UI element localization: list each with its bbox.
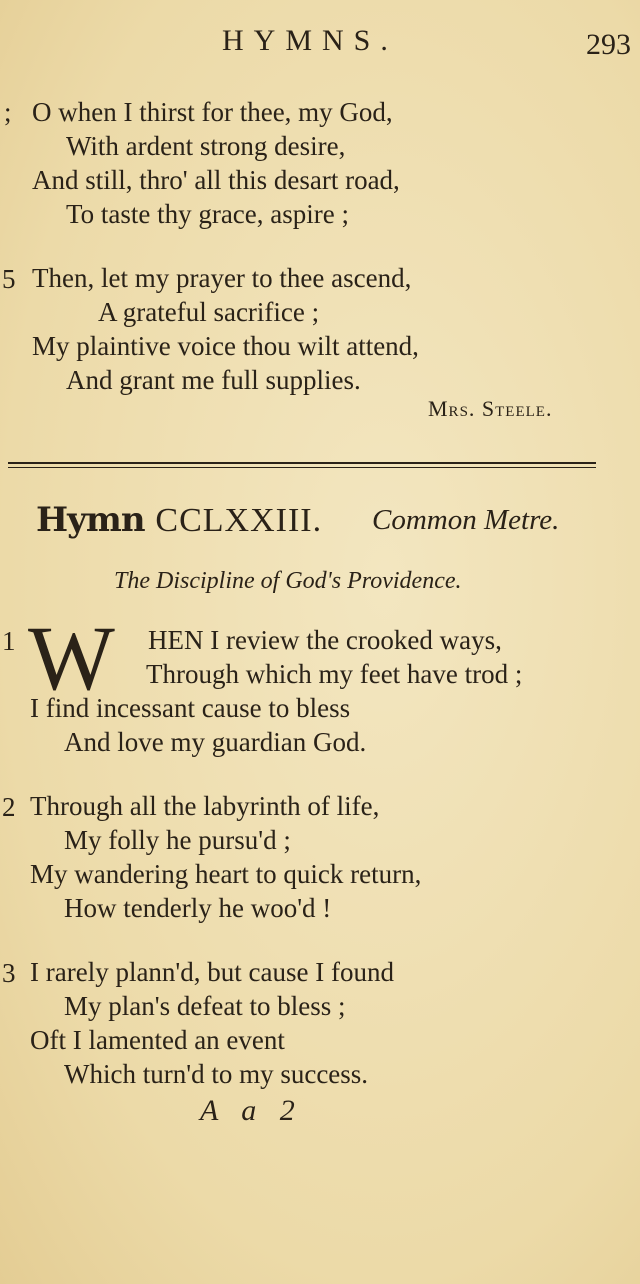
- verse-line: Which turn'd to my success.: [64, 1059, 369, 1089]
- running-header: HYMNS.: [222, 24, 398, 57]
- section-rule-thin: [8, 467, 596, 468]
- verse-line: Through all the labyrinth of life,: [30, 791, 380, 821]
- verse-line: And love my guardian God.: [64, 727, 367, 757]
- verse-line: My folly he pursu'd ;: [64, 825, 291, 855]
- hymn-word: Hymn: [36, 500, 145, 540]
- signature-mark: A a 2: [200, 1094, 303, 1127]
- verse-line: Oft I lamented an event: [30, 1025, 285, 1055]
- section-rule: [8, 462, 596, 464]
- verse-line: I find incessant cause to bless: [30, 693, 351, 723]
- verse-line: I rarely plann'd, but cause I found: [30, 957, 394, 987]
- author-attribution: Mrs. Steele.: [428, 396, 553, 421]
- verse-line: And still, thro' all this desart road,: [32, 165, 400, 195]
- page-number: 293: [586, 28, 631, 61]
- hymn-heading: [36, 500, 322, 540]
- verse-line: And grant me full supplies.: [66, 365, 361, 395]
- drop-cap: W: [28, 607, 115, 709]
- hymn-metre: Common Metre.: [372, 504, 560, 536]
- stanza-number: 3: [2, 958, 16, 988]
- verse-line: With ardent strong desire,: [66, 131, 346, 161]
- stanza-number: 1: [2, 626, 16, 656]
- verse-line: My wandering heart to quick return,: [30, 859, 422, 889]
- verse-line: A grateful sacrifice ;: [98, 297, 320, 327]
- stanza-number: 5: [2, 264, 16, 294]
- verse-line: My plan's defeat to bless ;: [64, 991, 346, 1021]
- verse-line: My plaintive voice thou wilt attend,: [32, 331, 419, 361]
- verse-line: How tenderly he woo'd !: [64, 893, 332, 923]
- verse-line: Then, let my prayer to thee ascend,: [32, 263, 412, 293]
- stanza-number: 2: [2, 792, 16, 822]
- hymn-subtitle: The Discipline of God's Providence.: [114, 568, 462, 594]
- verse-line: To taste thy grace, aspire ;: [66, 199, 349, 229]
- stanza-number: ;: [4, 97, 12, 127]
- verse-line: O when I thirst for thee, my God,: [32, 97, 393, 127]
- hymn-numeral: CCLXXIII.: [155, 502, 323, 539]
- verse-line: HEN I review the crooked ways,: [148, 625, 502, 655]
- verse-line: Through which my feet have trod ;: [146, 659, 523, 689]
